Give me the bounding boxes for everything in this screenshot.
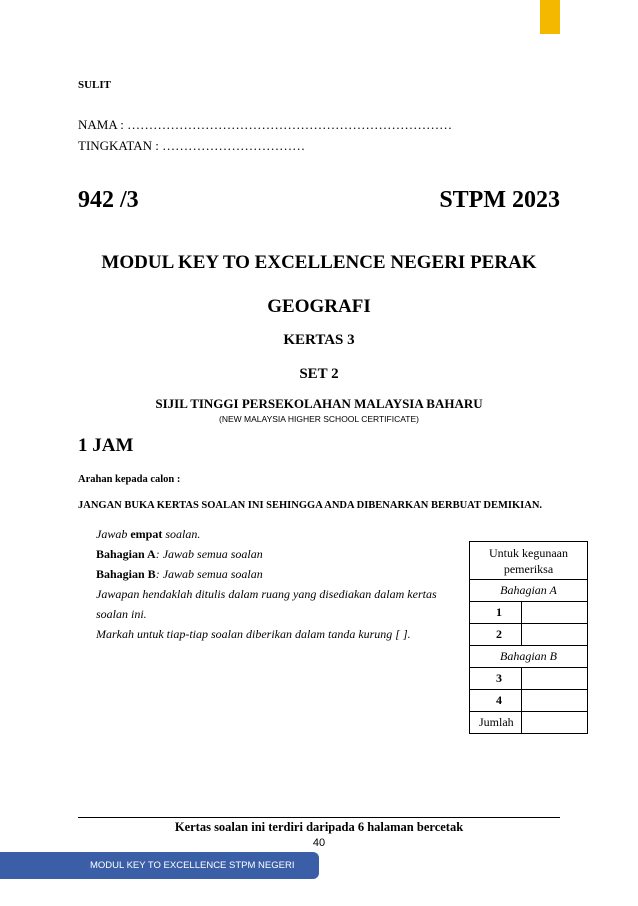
question-number: 1 bbox=[470, 602, 522, 624]
module-title: MODUL KEY TO EXCELLENCE NEGERI PERAK bbox=[101, 252, 537, 273]
footer-banner: MODUL KEY TO EXCELLENCE STPM NEGERI PERAK bbox=[0, 852, 319, 879]
instruction-text: : Jawab semua soalan bbox=[155, 547, 263, 561]
paper-title: KERTAS 3 bbox=[283, 332, 355, 348]
instruction-text: : Jawab semua soalan bbox=[155, 567, 263, 581]
mark-cell bbox=[522, 624, 588, 646]
instructions-heading: Arahan kepada calon : bbox=[78, 474, 181, 485]
instruction-line bbox=[96, 524, 437, 544]
set-title: SET 2 bbox=[299, 366, 339, 382]
instruction-text: soalan. bbox=[162, 527, 201, 541]
certificate-title: SIJIL TINGGI PERSEKOLAHAN MALAYSIA BAHARU bbox=[155, 396, 483, 411]
instruction-line bbox=[96, 544, 437, 564]
duration: 1 JAM bbox=[78, 435, 134, 456]
instruction-bold: Bahagian B bbox=[96, 567, 156, 581]
certificate-english: (NEW MALAYSIA HIGHER SCHOOL CERTIFICATE) bbox=[219, 414, 419, 424]
total-label: Jumlah bbox=[470, 712, 522, 734]
mark-cell bbox=[522, 602, 588, 624]
total-mark-cell bbox=[522, 712, 588, 734]
mark-cell bbox=[522, 668, 588, 690]
question-number: 2 bbox=[470, 624, 522, 646]
name-field: NAMA : ………………………………………………………………… bbox=[78, 117, 453, 132]
instruction-line: soalan ini. bbox=[96, 607, 147, 621]
yellow-tab-marker bbox=[540, 0, 560, 34]
form-field: TINGKATAN : …………………………… bbox=[78, 138, 306, 153]
paper-code: 942 /3 bbox=[78, 187, 139, 213]
page-number: 40 bbox=[312, 837, 326, 849]
instruction-line: Markah untuk tiap-tiap soalan diberikan dalam tanda kurung [ ]. bbox=[96, 627, 411, 641]
instruction-bold: empat bbox=[130, 527, 163, 541]
classification-label: SULIT bbox=[78, 79, 112, 91]
question-number: 4 bbox=[470, 690, 522, 712]
page-count-note: Kertas soalan ini terdiri daripada 6 halaman bercetak bbox=[174, 820, 464, 834]
footer-divider bbox=[78, 817, 560, 818]
examiner-table-header: Untuk kegunaan pemeriksa bbox=[470, 542, 588, 580]
instruction-text: Jawab bbox=[96, 527, 131, 541]
section-a-label: Bahagian A bbox=[470, 580, 588, 602]
subject-title: GEOGRAFI bbox=[267, 296, 371, 317]
instructions-list bbox=[96, 524, 437, 644]
mark-cell bbox=[522, 690, 588, 712]
instruction-line: Jawapan hendaklah ditulis dalam ruang yang disediakan dalam kertas bbox=[96, 587, 437, 601]
examiner-table bbox=[469, 541, 588, 734]
exam-name: STPM 2023 bbox=[439, 187, 560, 213]
instruction-bold: Bahagian A bbox=[96, 547, 156, 561]
section-b-label: Bahagian B bbox=[470, 646, 588, 668]
instruction-line bbox=[96, 564, 437, 584]
question-number: 3 bbox=[470, 668, 522, 690]
instructions-warning: JANGAN BUKA KERTAS SOALAN INI SEHINGGA ANDA DIBENARKAN BERBUAT DEMIKIAN. bbox=[78, 500, 543, 511]
